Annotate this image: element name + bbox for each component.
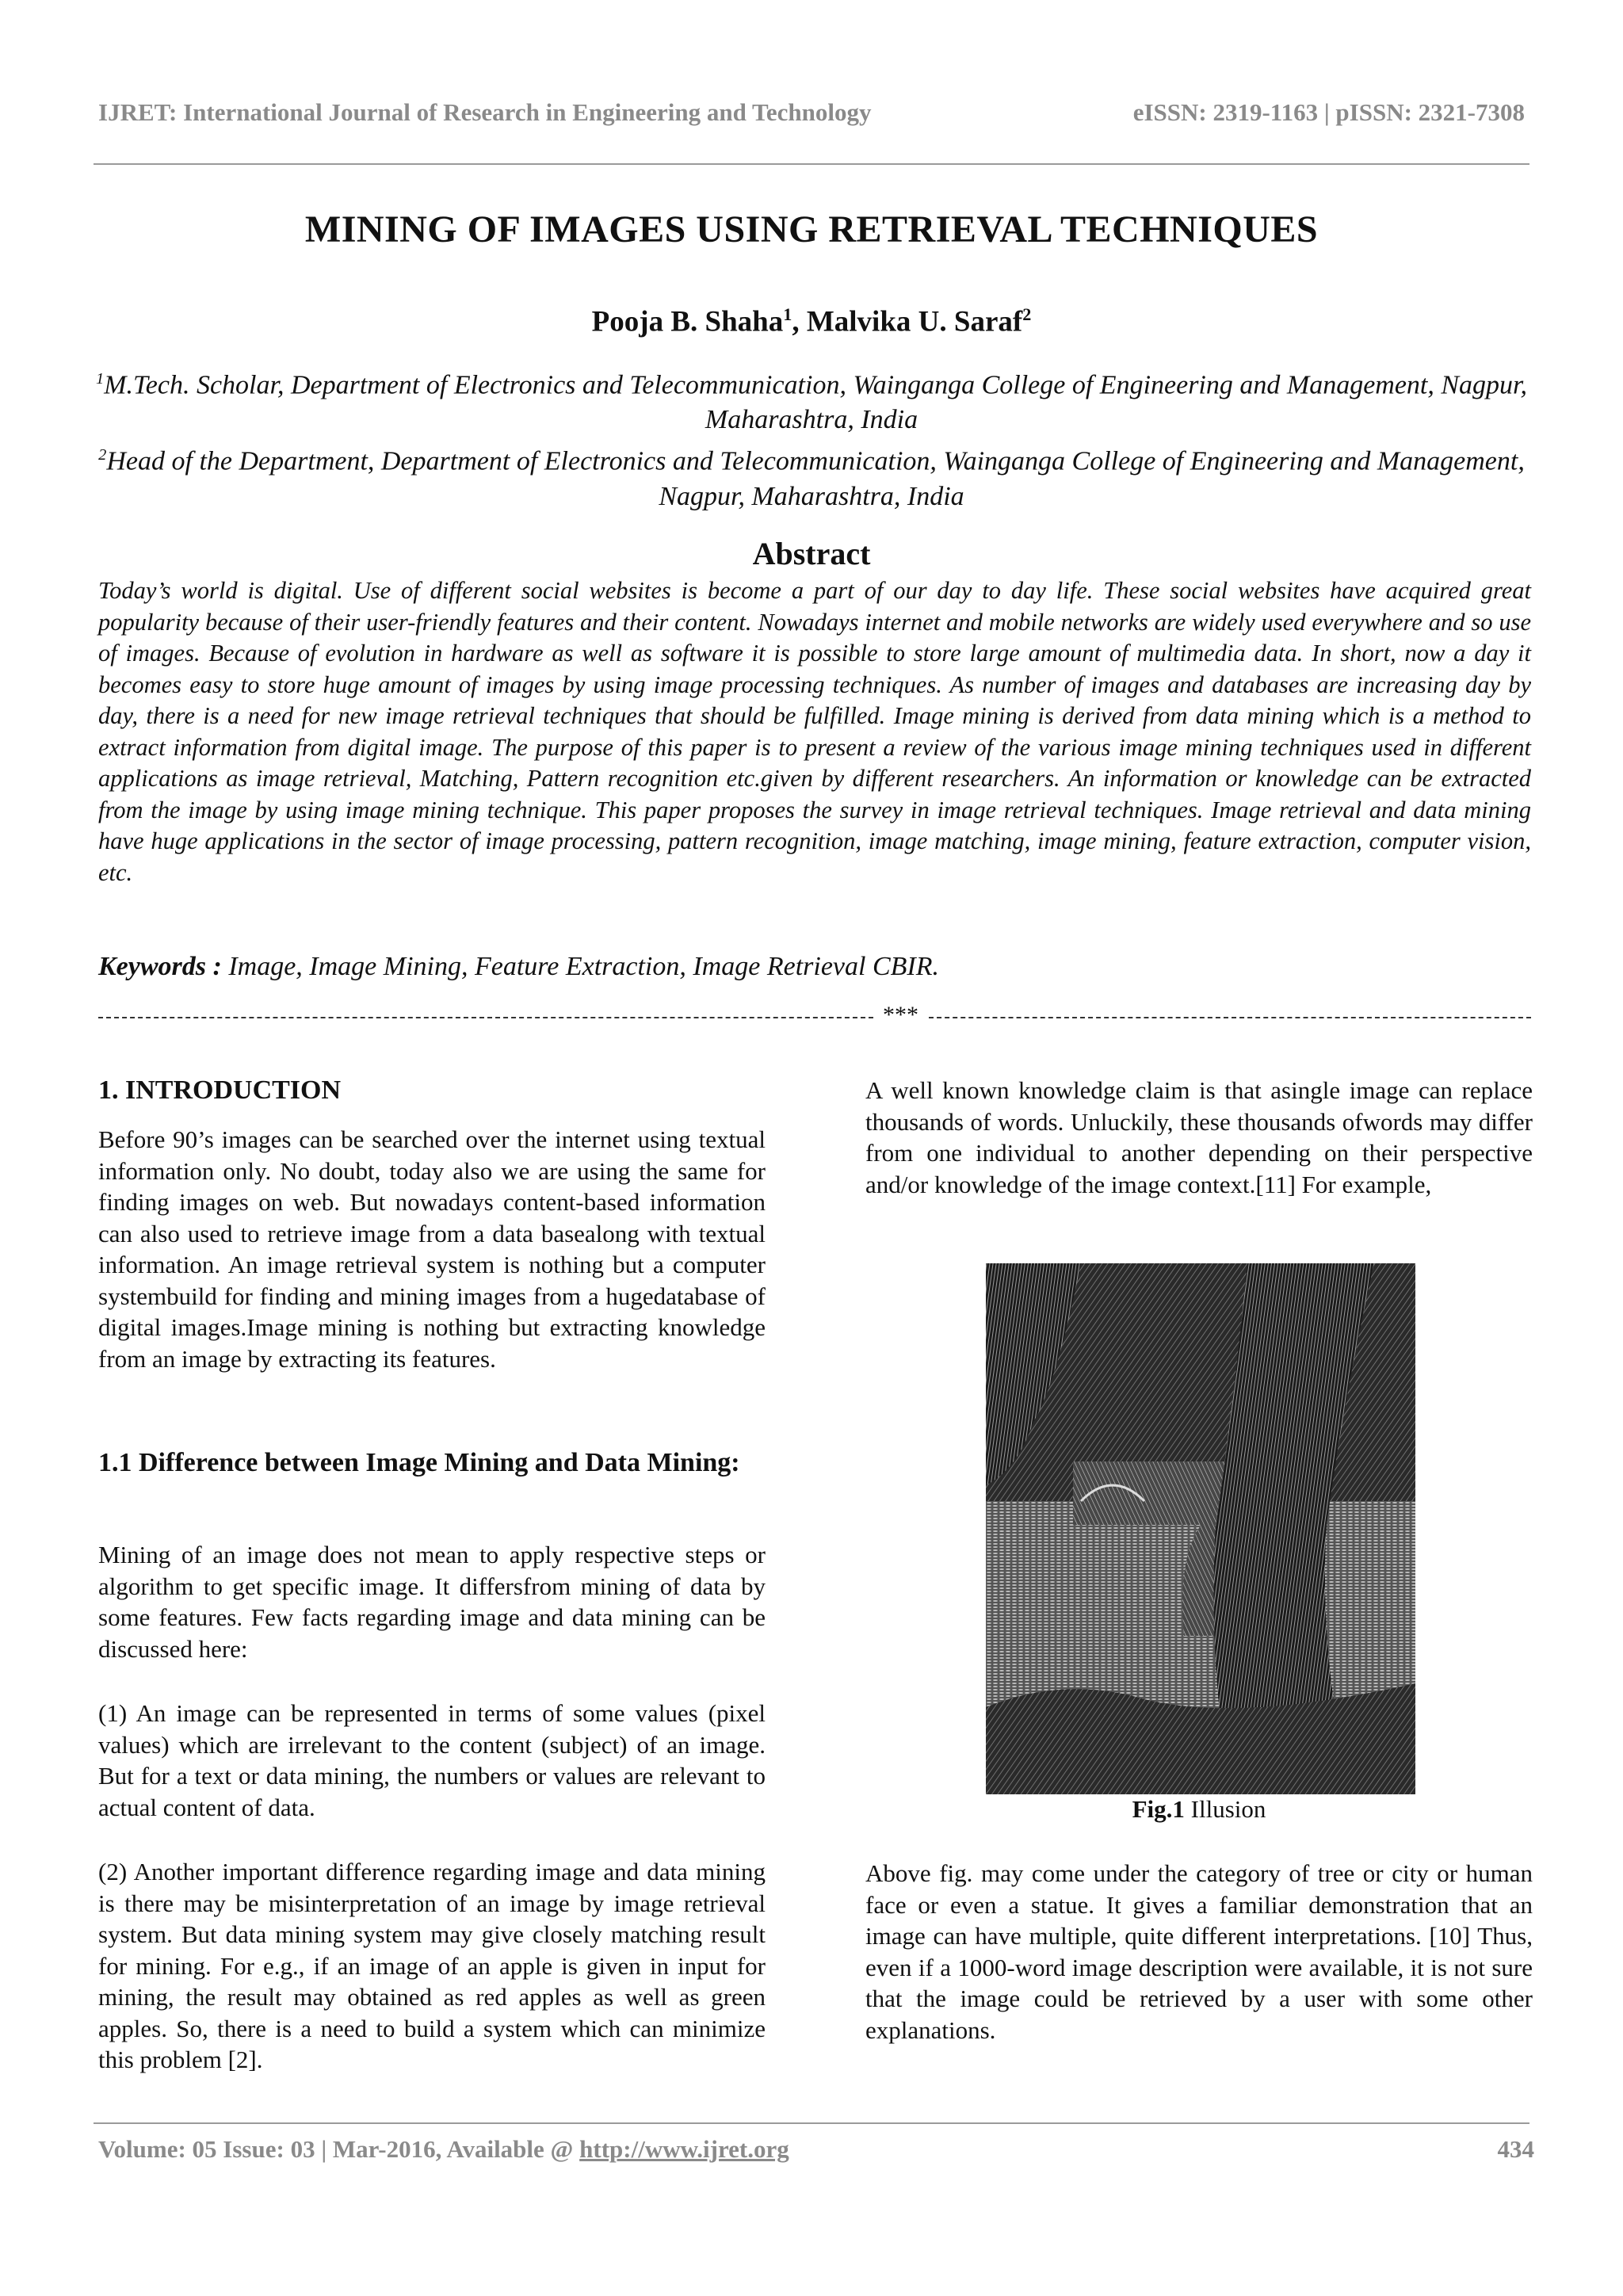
journal-url-link[interactable]: http://www.ijret.org (579, 2135, 789, 2163)
author-affiliation-mark: 1 (783, 304, 792, 324)
author-list (0, 304, 1623, 338)
affiliation-mark: 1 (95, 370, 105, 388)
page-number: 434 (1497, 2135, 1534, 2163)
section-heading-introduction: 1. INTRODUCTION (98, 1075, 342, 1105)
section-heading-difference: 1.1 Difference between Image Mining and Data Mining: (98, 1448, 740, 1477)
journal-name: IJRET: International Journal of Research in Engineering and Technology (98, 98, 872, 126)
figure-caption-text: Illusion (1184, 1795, 1266, 1823)
right-paragraph-1: A well known knowledge claim is that asingle image can replace thousands of words. Unluckily, these thousands ofwords may differ from one individual to another depending on their perspective and/or knowledge of the image context.[11] For example, (865, 1076, 1533, 1198)
abstract-heading: Abstract (752, 536, 871, 571)
affiliation-text: Head of the Department, Department of Electronics and Telecommunication, Wainganga College of Engineering and Management, Nagpur, Maharashtra, India (106, 446, 1525, 511)
affiliations (95, 361, 1528, 514)
figure-illusion-image (986, 1263, 1415, 1794)
difference-point-2: (2) Another important difference regarding image and data mining is there may be misinterpretation of an image by image retrieval system. But data mining system may give closely matching result for mining. For e.g., if an image of an apple is given in input for mining, the result may obtained as red apples as well as green apples. So, there is a need to build a system which can minimize this problem [2]. (98, 1858, 766, 2073)
affiliation-text: M.Tech. Scholar, Department of Electronics and Telecommunication, Wainganga College of Engineering and Management, Nagpur, Maharashtra, India (104, 370, 1528, 435)
right-paragraph-2: Above fig. may come under the category of tree or city or human face or even a statue. It gives a familiar demonstration that an image can have multiple, quite different interpretations. [10] Thus, even if a 1000-word image description were available, it is not sure that the image could be retrieved by a user with some other explanations. (865, 1859, 1533, 2044)
difference-point-1: (1) An image can be represented in terms of some values (pixel values) which are irrelevant to the content (subject) of an image. But for a text or data mining, the numbers or values are relevant to actual content of data. (98, 1699, 766, 1821)
running-header (98, 98, 1525, 130)
running-footer (98, 2135, 1534, 2164)
separator-dash-right (929, 1017, 1531, 1018)
separator-stars: *** (883, 1002, 918, 1028)
keywords (98, 952, 1531, 982)
affiliation-mark: 2 (98, 446, 107, 464)
section-separator (98, 1002, 1531, 1033)
issn-info: eISSN: 2319-1163 | pISSN: 2321-7308 (1132, 98, 1525, 126)
affiliation-line (95, 437, 1528, 514)
author-name: Pooja B. Shaha (591, 305, 784, 338)
affiliation-line (95, 361, 1528, 437)
introduction-text: Before 90’s images can be searched over the internet using textual information only. No doubt, today also we are using the same for finding images on web. But nowadays content-based information can also used to retrieve image from a data basealong with textual information. An image retrieval system is nothing but a computer systembuild for finding and mining images from a hugedatabase of digital images.Image mining is nothing but extracting knowledge from an image by extracting its features. (98, 1125, 766, 1373)
author-separator: , (792, 305, 807, 338)
footer-rule (94, 2122, 1529, 2124)
difference-intro-text: Mining of an image does not mean to apply respective steps or algorithm to get specific image. It differsfrom mining of data by some features. Few facts regarding image and data mining can be discussed here: (98, 1541, 766, 1663)
keywords-label: Keywords : (98, 952, 222, 981)
author-name: Malvika U. Saraf (806, 305, 1023, 338)
separator-dash-left (98, 1017, 873, 1018)
volume-info: Volume: 05 Issue: 03 | Mar-2016, Available @ (98, 2135, 580, 2163)
figure-caption (865, 1795, 1533, 1824)
header-rule (94, 163, 1529, 165)
paper-title: MINING OF IMAGES USING RETRIEVAL TECHNIQUES (304, 208, 1319, 250)
author-affiliation-mark: 2 (1022, 304, 1032, 324)
figure-label: Fig.1 (1132, 1795, 1185, 1823)
illusion-drawing (986, 1263, 1415, 1794)
keywords-text: Image, Image Mining, Feature Extraction, Image Retrieval CBIR. (221, 952, 939, 981)
abstract-text: Today’s world is digital. Use of different social websites is become a part of our day to day life. These social websites have acquired great popularity because of their user-friendly features and their content. Nowadays internet and mobile networks are widely used everywhere and so use of images. Because of evolution in hardware as well as software it is possible to store large amount of multimedia data. In short, now a day it becomes easy to store huge amount of images by using image processing techniques. As number of images and databases are increasing day by day, there is a need for new image retrieval techniques that should be fulfilled. Image mining is derived from data mining which is a method to extract information from digital image. The purpose of this paper is to present a review of the various image mining techniques used in different applications as image retrieval, Matching, Pattern recognition etc.given by different researchers. An information or knowledge can be extracted from the image by using image mining technique. This paper proposes the survey in image retrieval techniques. Image retrieval and data mining have huge applications in the sector of image processing, pattern recognition, image matching, image mining, feature extraction, computer vision, etc. (98, 577, 1531, 886)
